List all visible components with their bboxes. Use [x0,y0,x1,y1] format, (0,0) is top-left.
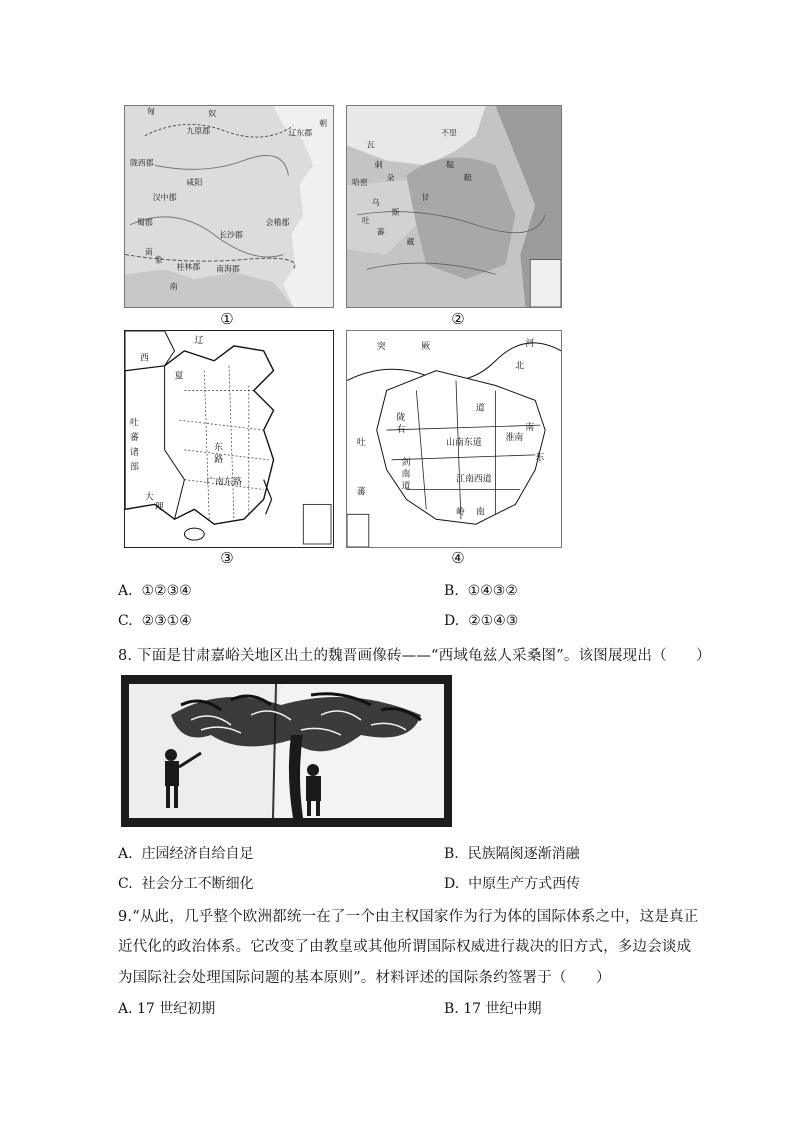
option-letter: D. [444,613,460,629]
map1-label: 蜀郡 [136,217,153,227]
map-4-drawing [347,331,561,547]
map1-label: 咸阳 [186,178,203,188]
map3-label: 部 [129,462,139,473]
option-letter: C. [118,613,133,629]
option-text: 17 世纪中期 [463,1001,542,1017]
map4-label: 突 [376,341,386,352]
map-1-drawing [125,106,333,307]
map4-label: 剑 [401,457,411,468]
map1-label: 长沙郡 [219,230,243,240]
map4-label: 河 [525,338,535,349]
map2-label: 鞑 [446,160,454,170]
option-text: 庄园经济自给自足 [141,846,254,862]
q8-option-c[interactable] [118,873,254,893]
map-number-2: ② [451,310,465,328]
map3-label: 辽 [194,335,204,346]
q8-option-a[interactable] [118,843,253,863]
map2-label: 朵 [386,173,395,183]
map4-label: 道 [475,403,485,414]
option-text: ②③①④ [141,613,192,629]
map3-label: 诸 [129,447,139,458]
option-letter: A. [118,846,133,862]
map4-label: 南 [401,469,411,480]
map2-label: 哈密 [352,178,368,188]
map4-label: 东 [535,452,545,463]
map3-label: 大 [144,492,154,503]
map-2-drawing [347,106,561,307]
map2-label: 藏 [406,237,415,247]
map2-label: 刺 [374,160,383,170]
option-text: 社会分工不断细化 [141,876,254,892]
map4-label: 蕃 [356,487,366,498]
map2-label: 不里 [441,128,457,138]
map4-label: 右 [396,425,406,436]
map1-label: 汉中郡 [152,193,177,203]
map1-label: 象 [154,255,163,265]
q8-stem: 8. 下面是甘肃嘉峪关地区出土的魏晋画像砖——“西域龟兹人采桑图”。该图展现出（ ） [118,648,711,664]
map2-label: 蕃 [376,227,385,237]
map-4-tang [346,330,562,548]
map1-label: 九原郡 [186,126,211,136]
map4-label: 山南东道 [446,437,482,448]
map1-label: 辽东郡 [288,128,313,138]
map-3-drawing [125,331,333,547]
map4-label: 南 [475,507,485,518]
option-text: ①④③② [467,583,518,599]
q9-stem-line-1: 9.“从此，几乎整个欧洲都统一在了一个由主权国家作为行为体的国际体系之中，这是真正 [118,909,699,925]
map1-label: 南 [144,247,153,257]
map3-label: 路 [214,454,224,465]
map1-label: 南 [169,282,178,292]
map3-label: 广南东路 [206,477,242,488]
map1-label: 奴 [208,108,217,118]
q9-option-a[interactable] [118,998,215,1018]
map-number-1: ① [220,310,234,328]
option-text: 17 世纪初期 [137,1001,216,1017]
q9-stem-line-3: 为国际社会处理国际问题的基本原则”。材料评述的国际条约签署于（ ） [118,970,611,986]
map1-label: 桂林郡 [176,262,201,272]
option-letter: C. [118,876,133,892]
q8-option-b[interactable] [444,843,580,863]
map-2-ming [346,105,562,308]
option-text: ①②③④ [141,583,192,599]
map2-label: 瓦 [366,140,375,150]
map1-label: 南海郡 [216,264,240,274]
map2-label: 靼 [463,173,472,183]
option-text: 民族隔阂逐渐消融 [467,846,580,862]
q7-option-b[interactable] [444,583,518,599]
option-letter: B. [444,1001,459,1017]
option-letter: A. [118,1001,133,1017]
map4-label: 岭 [455,507,465,518]
map3-label: 西 [139,353,149,364]
option-letter: B. [444,846,459,862]
map-number-4: ④ [451,549,465,567]
map-1-qin [124,105,334,308]
map1-label: 会稽郡 [265,217,290,227]
q7-option-c[interactable] [118,613,192,629]
map4-label: 陇 [396,413,406,424]
map3-label: 东 [214,442,224,453]
option-letter: B. [444,583,459,599]
map1-label: 陇西郡 [129,158,154,168]
map1-label: 朝 [319,118,328,128]
option-letter: A. [118,583,133,599]
map4-label: 道 [401,481,411,492]
map3-label: 蕃 [129,432,139,443]
map4-label: 淮南 [505,432,524,443]
map-number-3: ③ [220,549,234,567]
q9-option-b[interactable] [444,998,541,1018]
map4-label: 江南西道 [455,474,492,485]
q7-option-d[interactable] [444,613,518,629]
map2-label: 甘 [421,193,430,203]
mulberry-picking-picture [121,675,452,827]
q8-option-d[interactable] [444,873,580,893]
map4-label: 吐 [356,437,366,448]
map3-label: 夏 [174,371,184,382]
map1-label: 匈 [146,106,155,116]
option-letter: D. [444,876,460,892]
map2-label: 乌 [371,198,380,208]
q7-option-a[interactable] [118,583,192,599]
map2-label: 斯 [391,207,400,217]
map4-label: 北 [515,361,525,372]
map4-label: 南 [525,423,535,434]
option-text: 中原生产方式西传 [468,876,581,892]
q9-stem-line-2: 近代化的政治体系。它改变了由教皇或其他所谓国际权威进行裁决的旧方式，多边会谈成 [118,939,692,955]
map3-label: 理 [154,502,164,513]
option-text: ②①④③ [468,613,519,629]
map3-label: 吐 [129,418,139,429]
map2-label: 吐 [361,215,370,225]
painted-brick-image [121,675,452,827]
map4-label: 厥 [421,341,431,352]
map-3-song [124,330,334,548]
